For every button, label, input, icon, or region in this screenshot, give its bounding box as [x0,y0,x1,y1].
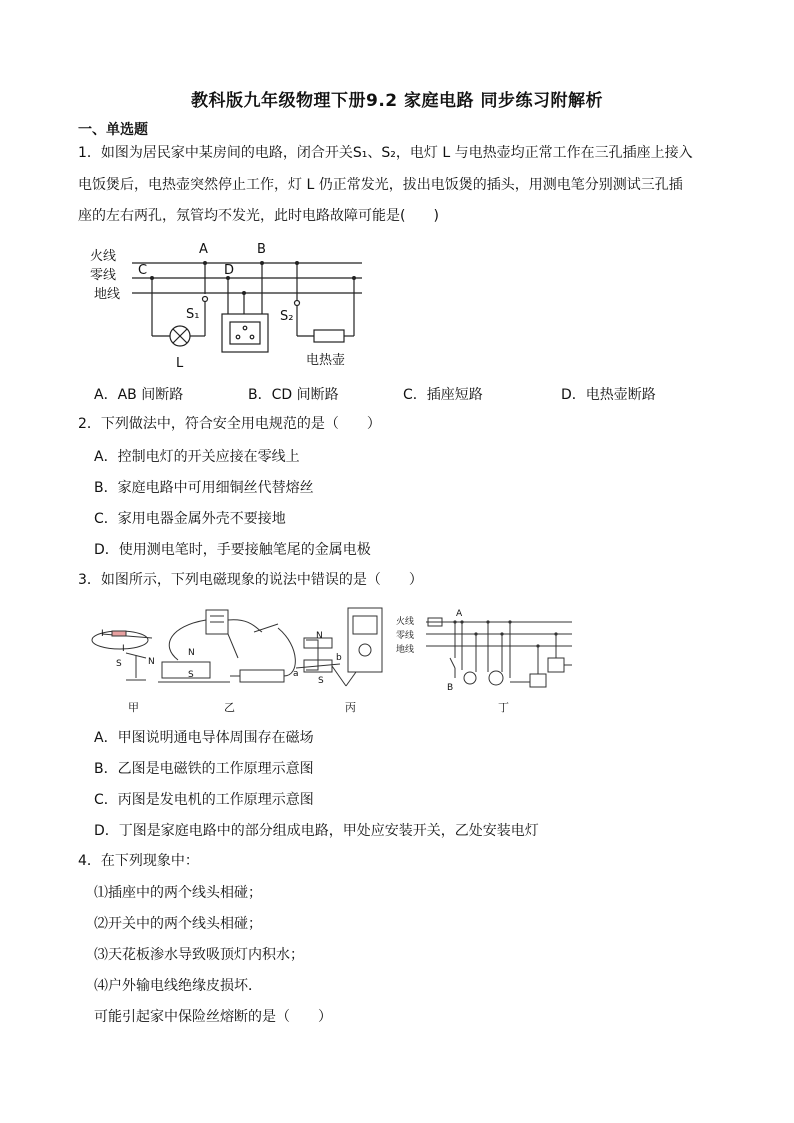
conductor-b-label: b [336,653,342,663]
horseshoe-south-label: S [318,676,324,686]
document-title: 教科版九年级物理下册9.2 家庭电路 同步练习附解析 [191,91,603,111]
q1-option-a: A．AB 间断路 [94,387,184,403]
q4-question: 可能引起家中保险丝熔断的是（ ） [94,1009,332,1025]
switch-s2-label: S₂ [280,309,294,324]
live-wire-label: 火线 [90,249,117,264]
q4-item-3: ⑶天花板渗水导致吸顶灯内积水； [94,947,304,963]
q1-stem-line-1: 1．如图为居民家中某房间的电路，闭合开关S₁、S₂，电灯 L 与电热壶均正常工作在三孔插座上接入 [78,145,693,161]
point-d-label: D [224,263,235,278]
point-a-label: A [199,242,208,257]
south-pole-label: S [116,659,122,669]
q3-option-c: C．丙图是发电机的工作原理示意图 [94,792,314,808]
q4-item-1: ⑴插座中的两个线头相碰； [94,885,262,901]
q1-option-d: D．电热壶断路 [561,387,656,403]
q1-stem-line-3: 座的左右两孔，氖管均不发光，此时电路故障可能是( ) [78,208,439,224]
q4-item-2: ⑵开关中的两个线头相碰； [94,916,262,932]
live-wire-label: 火线 [396,617,415,627]
switch-s1-label: S₁ [186,307,200,322]
lamp-label: L [176,356,184,371]
ground-wire-label: 地线 [396,645,415,655]
figure-yi-label: 乙 [224,701,235,714]
q3-stem: 3．如图所示，下列电磁现象的说法中错误的是（ ） [78,572,423,588]
point-c-label: C [138,263,148,278]
q2-option-c: C．家用电器金属外壳不要接地 [94,511,286,527]
magnet-north-label: N [188,648,195,658]
figure-ding-label: 丁 [498,701,509,714]
q1-stem-line-2: 电饭煲后，电热壶突然停止工作，灯 L 仍正常发光，拔出电饭煲的插头，用测电笔分别测试三孔插 [78,177,683,193]
current-label: I [101,629,104,639]
kettle-label: 电热壶 [306,353,346,368]
current-label-2: I [122,644,125,654]
horseshoe-north-label: N [316,631,323,641]
q3-figures [90,598,576,718]
q1-circuit-figure [90,236,380,372]
neutral-wire-label: 零线 [90,268,117,283]
q2-option-d: D．使用测电笔时，手要接触笔尾的金属电极 [94,542,371,558]
point-b-label: B [257,242,266,257]
north-pole-label: N [148,657,155,667]
q1-option-b: B．CD 间断路 [248,387,339,403]
figure-bing-label: 丙 [345,701,356,714]
q3-option-d: D．丁图是家庭电路中的部分组成电路，甲处应安装开关，乙处安装电灯 [94,823,539,839]
section-heading: 一、单选题 [78,122,148,138]
q2-option-a: A．控制电灯的开关应接在零线上 [94,449,300,465]
neutral-wire-label: 零线 [396,631,415,641]
q1-option-c: C．插座短路 [403,387,483,403]
figure-jia-label: 甲 [128,701,139,714]
point-b-label: B [447,683,454,693]
point-a-label: A [456,609,463,619]
q2-stem: 2．下列做法中，符合安全用电规范的是（ ） [78,416,381,432]
q2-option-b: B．家庭电路中可用细铜丝代替熔丝 [94,480,314,496]
conductor-a-label: a [293,669,299,679]
q3-option-b: B．乙图是电磁铁的工作原理示意图 [94,761,314,777]
q4-stem: 4．在下列现象中： [78,853,199,869]
q3-option-a: A．甲图说明通电导体周围存在磁场 [94,730,314,746]
ground-wire-label: 地线 [94,287,121,302]
q4-item-4: ⑷户外输电线绝缘皮损坏． [94,978,262,994]
magnet-south-label: S [188,670,194,680]
